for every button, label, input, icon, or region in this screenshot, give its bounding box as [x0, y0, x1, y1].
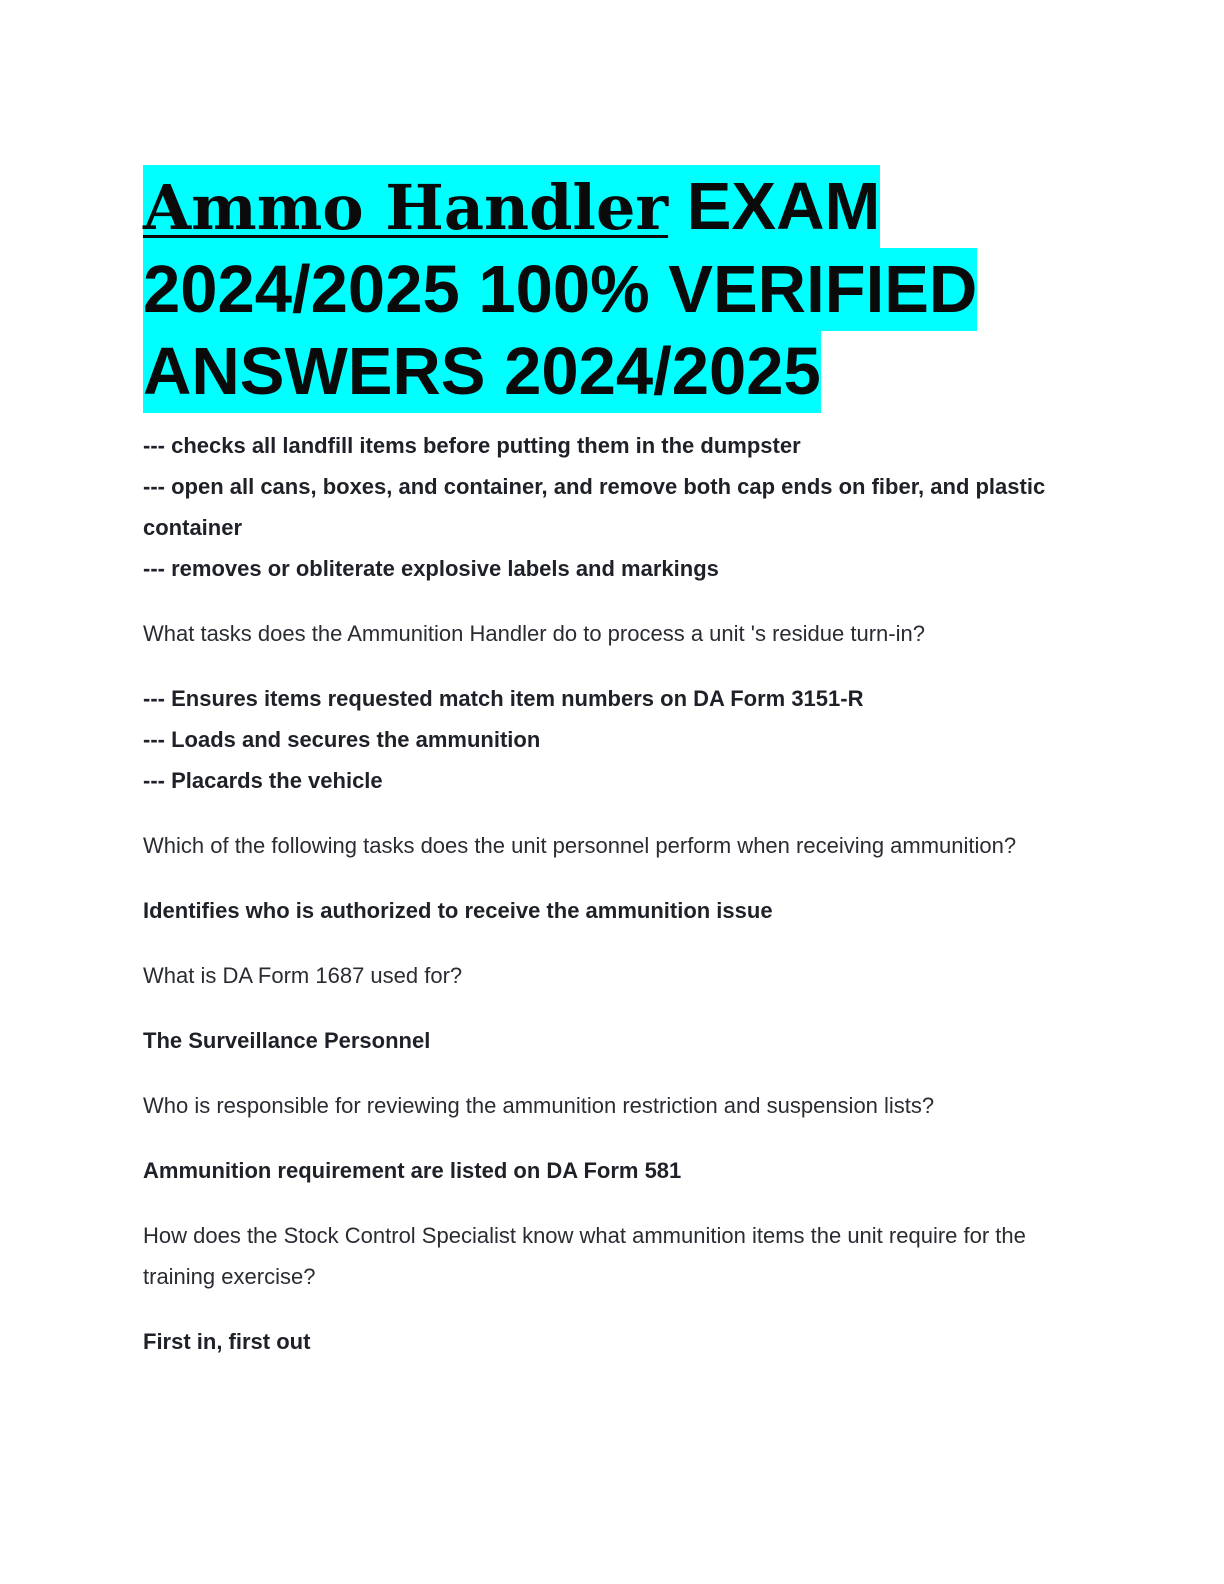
answer-6: First in, first out: [143, 1329, 311, 1354]
answer-line: --- open all cans, boxes, and container, and remove both cap ends on fiber, and plastic container: [143, 474, 1046, 540]
question-4: Who is responsible for reviewing the ammunition restriction and suspension lists?: [143, 1093, 935, 1118]
answer-5: Ammunition requirement are listed on DA Form 581: [143, 1158, 682, 1183]
document-title: [143, 166, 1083, 413]
answer-3: Identifies who is authorized to receive the ammunition issue: [143, 898, 773, 923]
title-rest: EXAM 2024/2025 100% VERIFIED ANSWERS 2024/2025: [143, 169, 978, 409]
question-1: What tasks does the Ammunition Handler do to process a unit 's residue turn-in?: [143, 621, 925, 646]
answer-line: --- Placards the vehicle: [143, 768, 383, 793]
answer-block-1: [143, 425, 1083, 589]
title-underlined-part: Ammo Handler: [143, 171, 669, 244]
question-3: What is DA Form 1687 used for?: [143, 963, 463, 988]
question-2: Which of the following tasks does the unit personnel perform when receiving ammunition?: [143, 833, 1017, 858]
answer-4: The Surveillance Personnel: [143, 1028, 431, 1053]
answer-line: --- Ensures items requested match item numbers on DA Form 3151-R: [143, 686, 864, 711]
answer-line: --- Loads and secures the ammunition: [143, 727, 541, 752]
document-page: [143, 166, 1083, 1362]
answer-block-2: [143, 678, 1083, 801]
answer-line: --- removes or obliterate explosive labels and markings: [143, 556, 719, 581]
question-5: How does the Stock Control Specialist know what ammunition items the unit require for the training exercise?: [143, 1223, 1026, 1289]
answer-line: --- checks all landfill items before putting them in the dumpster: [143, 433, 801, 458]
